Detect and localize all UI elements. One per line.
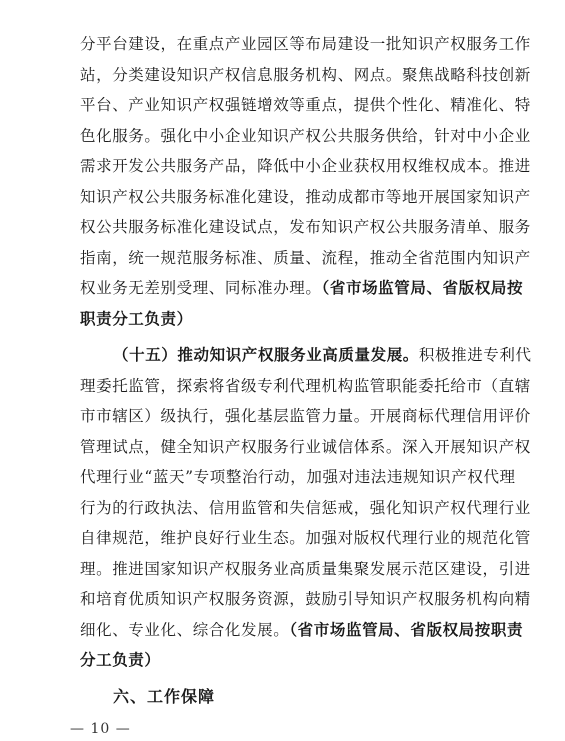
body-text-line: 色化服务。强化中小企业知识产权公共服务供给，针对中小企业: [80, 126, 531, 145]
body-text-line: [80, 620, 523, 640]
responsibility-note: 职责分工负责）: [80, 308, 193, 328]
body-text-line: 理。推进国家知识产权服务业高质量集聚发展示范区建设，引进: [80, 559, 531, 578]
body-text-line: 代理行业“蓝天”专项整治行动，加强对违法违规知识产权代理: [80, 468, 516, 486]
body-text-line: 自律规范，维护良好行业生态。加强对版权代理行业的规范化管: [80, 529, 531, 547]
body-text-line: 分平台建设，在重点产业园区等布局建设一批知识产权服务工作: [80, 35, 531, 53]
body-text-line: 理委托监管，探索将省级专利代理机构监管职能委托给市（直辖: [80, 376, 531, 395]
body-text-line: 站，分类建设知识产权信息服务机构、网点。聚焦战略科技创新: [80, 65, 531, 84]
body-text-line: 行为的行政执法、信用监管和失信惩戒，强化知识产权代理行业: [80, 498, 531, 517]
body-text-line: [80, 278, 523, 298]
body-text-line: 指南，统一规范服务标准、质量、流程，推动全省范围内知识产: [80, 248, 531, 267]
body-text: 权业务无差别受理、同标准办理。: [80, 279, 322, 297]
responsibility-note: （省市场监管局、省版权局按职责: [289, 619, 524, 639]
body-text-line: 权公共服务标准化建设试点，发布知识产权公共服务清单、服务: [80, 218, 531, 236]
body-text-line: 市市辖区）级执行，强化基层监管力量。开展商标代理信用评价: [80, 407, 531, 425]
section-heading: 六、工作保障: [113, 686, 216, 706]
paragraph-heading: （十五）推动知识产权服务业高质量发展。: [113, 345, 419, 364]
body-text: 积极推进专利代: [418, 346, 532, 364]
paragraph-lead-line: [113, 345, 532, 365]
responsibility-note: （省市场监管局、省版权局按: [321, 278, 524, 297]
body-text-line: 需求开发公共服务产品，降低中小企业获权用权维权成本。推进: [80, 157, 531, 175]
body-text-line: 平台、产业知识产权强链增效等重点，提供个性化、精准化、特: [80, 96, 531, 114]
body-text-line: 管理试点，健全知识产权服务行业诚信体系。深入开展知识产权: [80, 437, 531, 456]
body-text-line: 知识产权公共服务标准化建设，推动成都市等地开展国家知识产: [80, 187, 531, 206]
body-text-line: 和培育优质知识产权服务资源，鼓励引导知识产权服务机构向精: [80, 590, 531, 608]
page-number: — 10 —: [70, 720, 131, 737]
responsibility-note: 分工负责）: [80, 650, 161, 669]
body-text: 细化、专业化、综合化发展。: [80, 620, 290, 639]
